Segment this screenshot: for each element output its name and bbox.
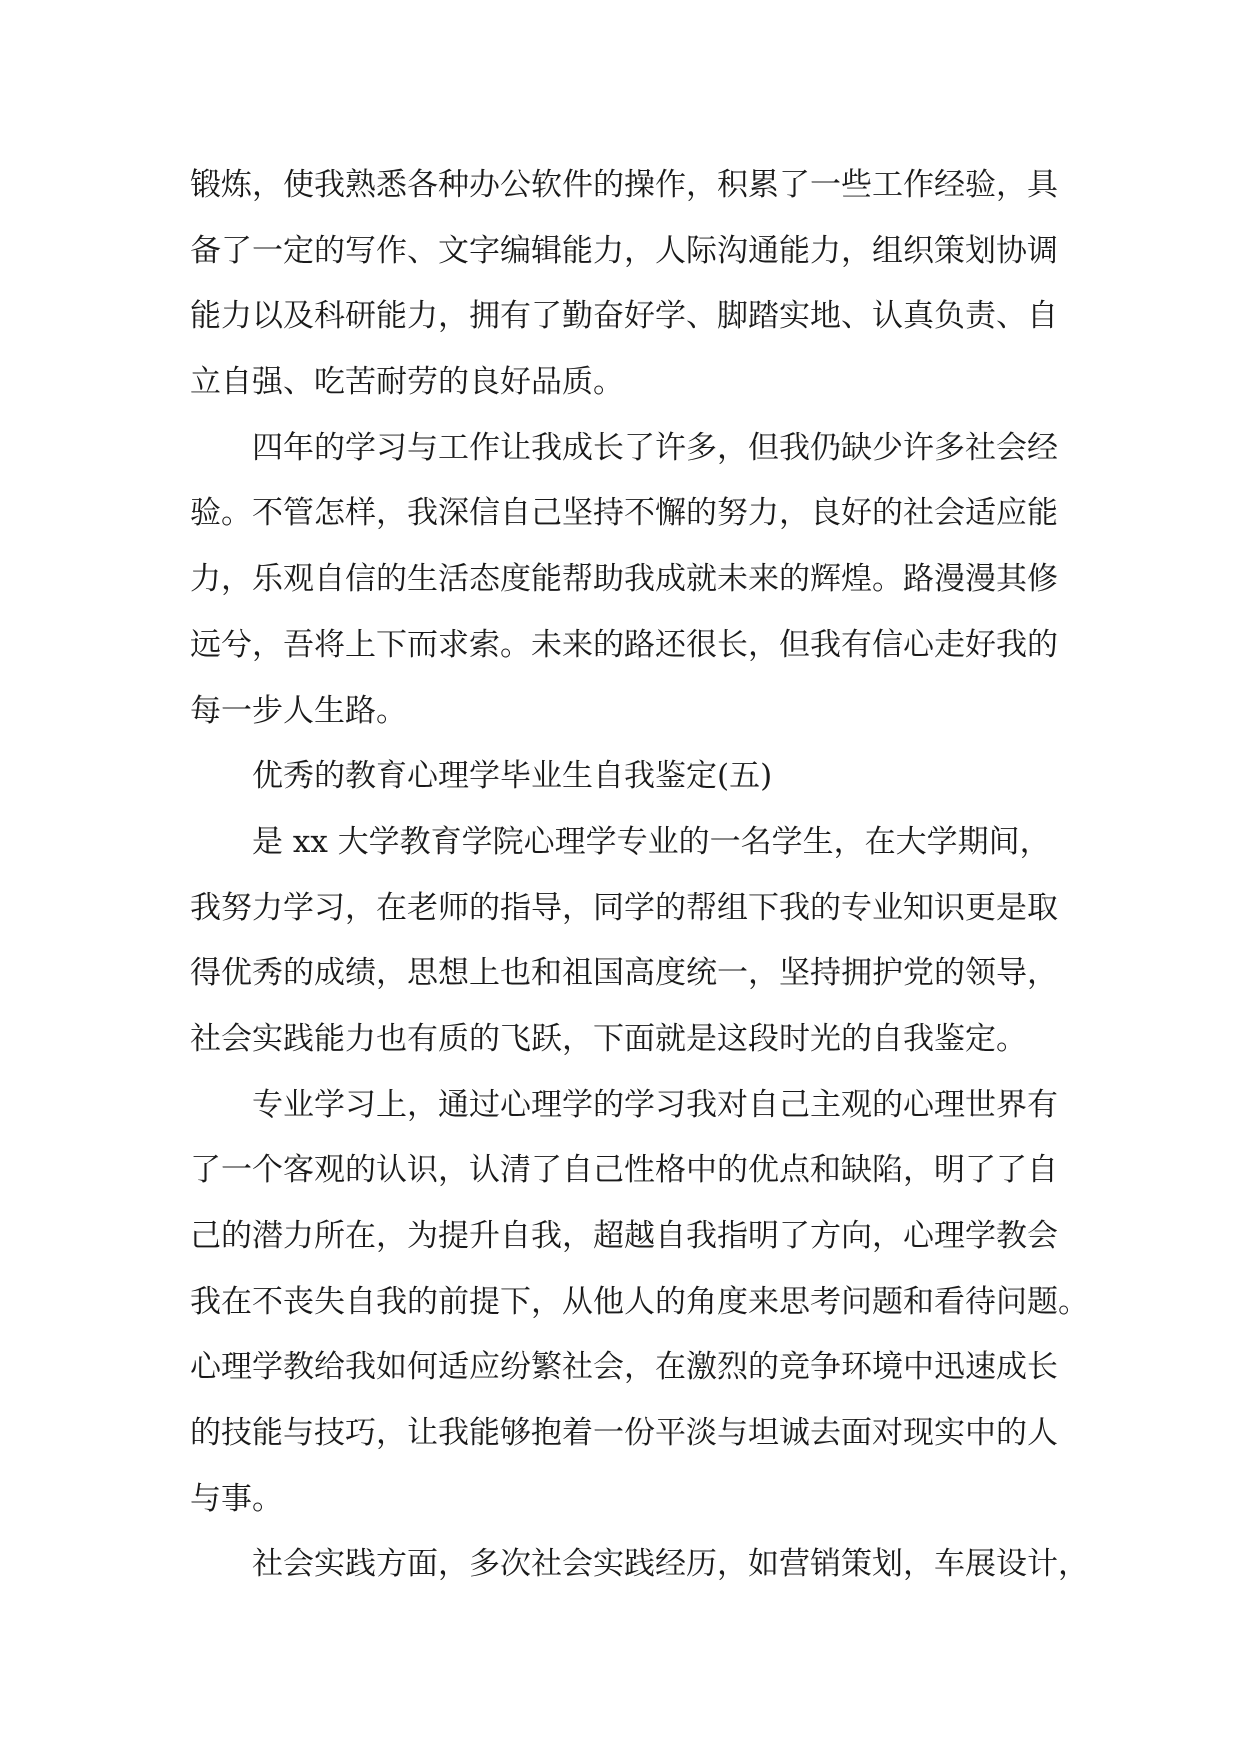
- text-line: 得优秀的成绩，思想上也和祖国高度统一，坚持拥护党的领导，: [190, 955, 1058, 992]
- text-line: 了一个客观的认识，认清了自己性格中的优点和缺陷，明了了自: [190, 1152, 1058, 1189]
- text-line: 与事。: [190, 1480, 283, 1517]
- text-line: 我努力学习，在老师的指导，同学的帮组下我的专业知识更是取: [190, 889, 1058, 926]
- text-line: 能力以及科研能力，拥有了勤奋好学、脚踏实地、认真负责、自: [190, 298, 1058, 335]
- text-line: 每一步人生路。: [190, 692, 407, 729]
- text-line: 我在不丧失自我的前提下，从他人的角度来思考问题和看待问题。: [190, 1283, 1089, 1320]
- text-line: 备了一定的写作、文字编辑能力，人际沟通能力，组织策划协调: [190, 232, 1058, 269]
- text-line: 专业学习上，通过心理学的学习我对自己主观的心理世界有: [252, 1086, 1058, 1123]
- text-line: 远兮，吾将上下而求索。未来的路还很长，但我有信心走好我的: [190, 626, 1058, 663]
- text-line: 优秀的教育心理学毕业生自我鉴定(五): [252, 758, 773, 795]
- text-line: 社会实践方面，多次社会实践经历，如营销策划，车展设计，: [252, 1546, 1089, 1583]
- text-line: 立自强、吃苦耐劳的良好品质。: [190, 364, 624, 401]
- text-line: 是 xx 大学教育学院心理学专业的一名学生，在大学期间，: [252, 823, 1051, 860]
- text-line: 心理学教给我如何适应纷繁社会，在激烈的竞争环境中迅速成长: [190, 1349, 1058, 1386]
- text-line: 的技能与技巧，让我能够抱着一份平淡与坦诚去面对现实中的人: [190, 1415, 1058, 1452]
- text-line: 验。不管怎样，我深信自己坚持不懈的努力，良好的社会适应能: [190, 495, 1058, 532]
- text-line: 锻炼，使我熟悉各种办公软件的操作，积累了一些工作经验，具: [190, 167, 1058, 203]
- document-body: [190, 153, 1089, 1598]
- text-line: 己的潜力所在，为提升自我，超越自我指明了方向，心理学教会: [190, 1218, 1058, 1254]
- text-line: 四年的学习与工作让我成长了许多，但我仍缺少许多社会经: [252, 429, 1058, 466]
- text-line: 力，乐观自信的生活态度能帮助我成就未来的辉煌。路漫漫其修: [190, 561, 1058, 598]
- text-line: 社会实践能力也有质的飞跃，下面就是这段时光的自我鉴定。: [190, 1020, 1027, 1057]
